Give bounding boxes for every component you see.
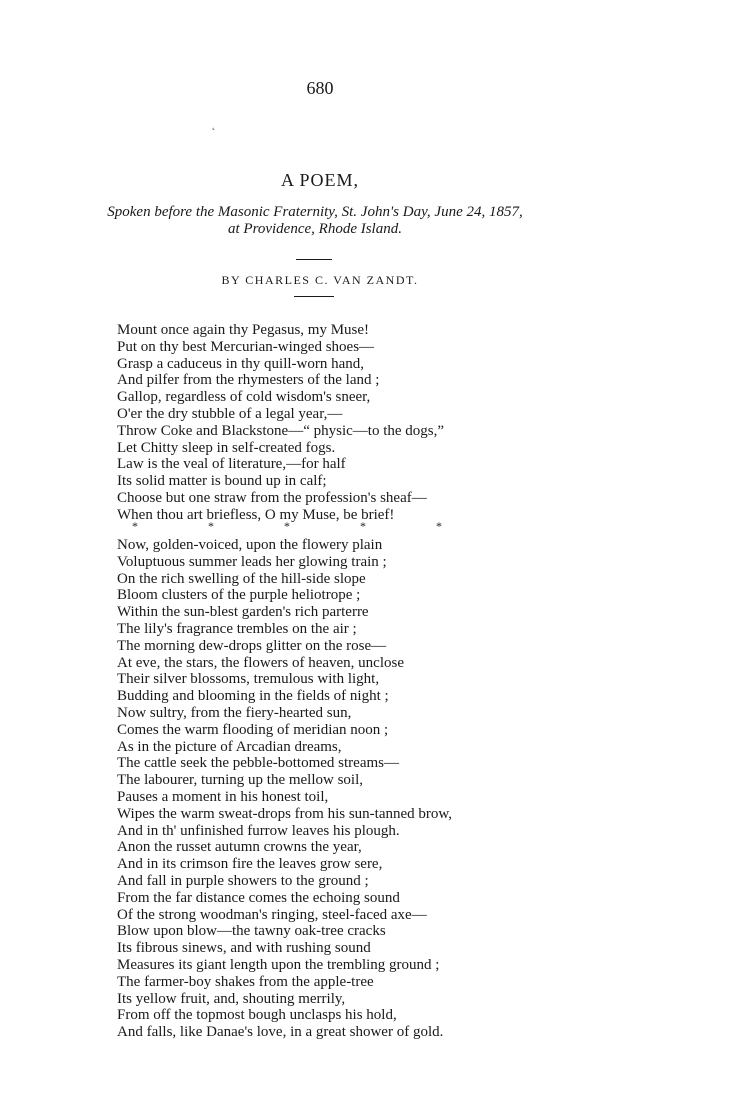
asterisk: * bbox=[132, 519, 138, 533]
verse-line: And in its crimson fire the leaves grow sere, bbox=[117, 856, 383, 873]
verse-line: Law is the veal of literature,—for half bbox=[117, 456, 346, 473]
verse-line: Measures its giant length upon the trembling ground ; bbox=[117, 956, 440, 973]
verse-line: The lily's fragrance trembles on the air ; bbox=[117, 620, 357, 637]
verse-line: And in th' unfinished furrow leaves his plough. bbox=[117, 822, 400, 839]
verse-line: The farmer-boy shakes from the apple-tree bbox=[117, 973, 374, 990]
verse-line: Bloom clusters of the purple heliotrope ; bbox=[117, 587, 361, 604]
subtitle-line: Spoken before the Masonic Fraternity, St. John's Day, June 24, 1857, bbox=[107, 204, 523, 220]
verse-line: Its fibrous sinews, and with rushing sound bbox=[117, 940, 371, 957]
verse-line: Grasp a caduceus in thy quill-worn hand, bbox=[117, 355, 365, 372]
verse-line: And fall in purple showers to the ground ; bbox=[117, 872, 369, 889]
divider-rule bbox=[294, 296, 334, 297]
verse-line: Put on thy best Mercurian-winged shoes— bbox=[117, 338, 375, 355]
verse-line: Now, golden-voiced, upon the flowery plain bbox=[117, 537, 383, 553]
verse-line: Anon the russet autumn crowns the year, bbox=[117, 839, 362, 856]
poem-title: A POEM, bbox=[280, 170, 359, 190]
verse-line: Choose but one straw from the profession's sheaf— bbox=[117, 489, 427, 506]
stray-mark: ˛ bbox=[212, 120, 216, 131]
verse-line: Mount once again thy Pegasus, my Muse! bbox=[117, 322, 370, 338]
verse-line: Their silver blossoms, tremulous with light, bbox=[117, 671, 380, 688]
verse-line: The morning dew-drops glitter on the rose— bbox=[117, 637, 387, 654]
verse-line: Of the strong woodman's ringing, steel-faced axe— bbox=[117, 906, 427, 923]
asterism bbox=[130, 519, 450, 533]
verse-line: Throw Coke and Blackstone—“ physic—to the dogs,” bbox=[117, 422, 445, 439]
verse-line: And pilfer from the rhymesters of the land ; bbox=[117, 372, 380, 389]
asterisk: * bbox=[208, 519, 214, 533]
stanza-two bbox=[117, 537, 452, 1041]
verse-line: On the rich swelling of the hill-side slope bbox=[117, 570, 366, 587]
verse-line: And falls, like Danae's love, in a great shower of gold. bbox=[117, 1024, 444, 1041]
divider-rule bbox=[296, 259, 332, 260]
verse-line: The labourer, turning up the mellow soil, bbox=[117, 772, 364, 789]
verse-line: The cattle seek the pebble-bottomed streams— bbox=[117, 755, 399, 772]
verse-line: Gallop, regardless of cold wisdom's sneer, bbox=[117, 389, 371, 406]
verse-line: At eve, the stars, the flowers of heaven, unclose bbox=[117, 654, 404, 671]
verse-line: Budding and blooming in the fields of night ; bbox=[117, 688, 389, 705]
verse-line: As in the picture of Arcadian dreams, bbox=[117, 738, 342, 755]
asterisk: * bbox=[436, 519, 442, 533]
verse-line: Comes the warm flooding of meridian noon ; bbox=[117, 721, 389, 738]
verse-line: Its solid matter is bound up in calf; bbox=[117, 473, 327, 490]
asterisk: * bbox=[360, 519, 366, 533]
asterisk: * bbox=[284, 519, 290, 533]
page-number: 680 bbox=[306, 78, 334, 98]
verse-line: From the far distance comes the echoing sound bbox=[117, 889, 400, 906]
verse-line: From off the topmost bough unclasps his hold, bbox=[117, 1007, 397, 1024]
verse-line: Its yellow fruit, and, shouting merrily, bbox=[117, 990, 346, 1007]
verse-line: Now sultry, from the fiery-hearted sun, bbox=[117, 704, 352, 721]
author-byline: BY CHARLES C. VAN ZANDT. bbox=[221, 273, 419, 287]
verse-line: Wipes the warm sweat-drops from his sun-tanned brow, bbox=[117, 805, 453, 822]
verse-line: O'er the dry stubble of a legal year,— bbox=[117, 405, 343, 422]
verse-line: Let Chitty sleep in self-created fogs. bbox=[117, 439, 336, 456]
verse-line: Voluptuous summer leads her glowing train ; bbox=[117, 553, 387, 570]
verse-line: Within the sun-blest garden's rich parterre bbox=[117, 604, 369, 621]
verse-line: When thou art briefless, O my Muse, be brief! bbox=[117, 506, 395, 523]
poem-subtitle bbox=[95, 204, 535, 238]
verse-line: Blow upon blow—the tawny oak-tree cracks bbox=[117, 923, 386, 940]
subtitle-line: at Providence, Rhode Island. bbox=[228, 221, 402, 237]
stanza-one bbox=[117, 322, 444, 524]
verse-line: Pauses a moment in his honest toil, bbox=[117, 788, 329, 805]
